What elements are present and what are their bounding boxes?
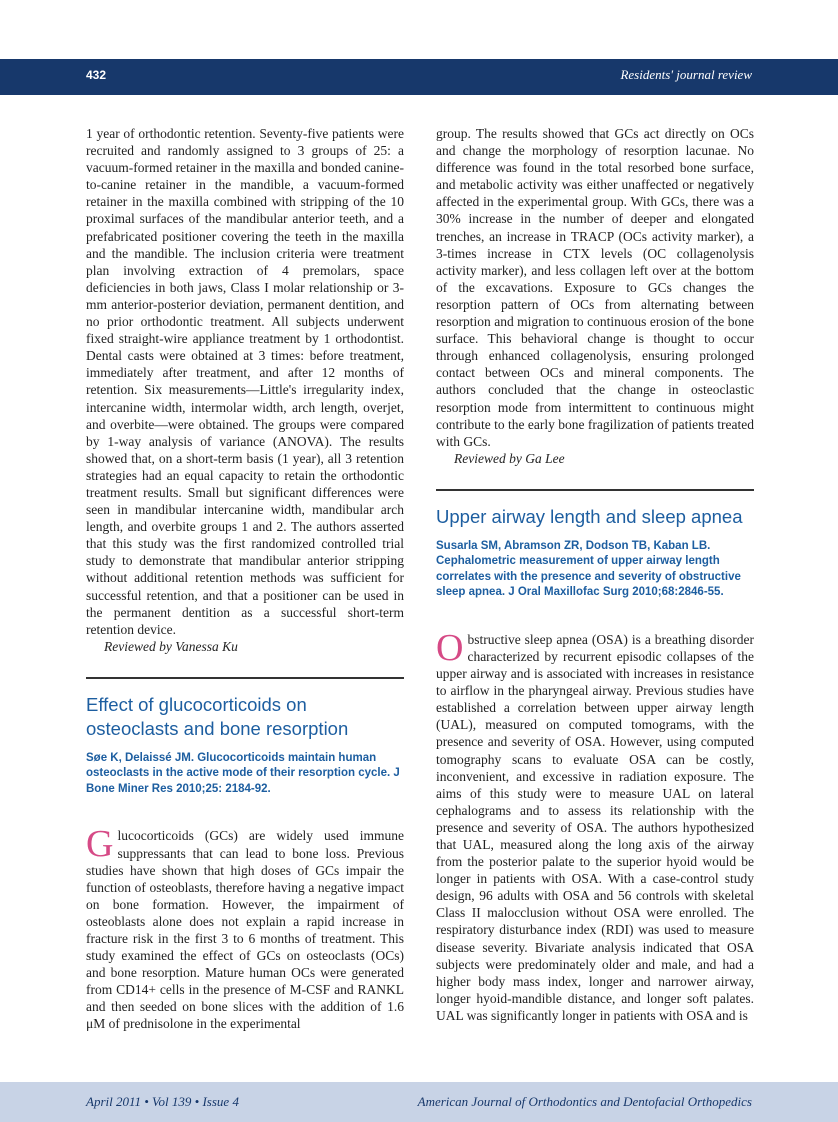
page-header	[0, 59, 838, 95]
reviewer-credit: Reviewed by Vanessa Ku	[104, 638, 238, 654]
right-column	[436, 125, 754, 1024]
article-citation: Susarla SM, Abramson ZR, Dodson TB, Kaban LB. Cephalometric measurement of upper airway length correlates with the presence and severity of obstructive sleep apnea. J Oral Maxillofac Surg 2010;68:2846-55.	[436, 539, 741, 599]
article-citation: Søe K, Delaissé JM. Glucocorticoids maintain human osteoclasts in the active mode of their resorption cycle. J Bone Miner Res 2010;25: 2184-92.	[86, 751, 400, 795]
article-body-text: lucocorticoids (GCs) are widely used immune suppressants that can lead to bone loss. Previous studies have shown that high doses of GCs impair the function of osteoblasts, therefore having a negative impact on bone formation. However, the impairment of osteoblasts alone does not explain a rapid increase in fracture risk in the first 3 to 6 months of treatment. This study examined the effect of GCs on osteoclasts (OCs) and bone resorption. Mature human OCs were generated from CD14+ cells in the presence of M-CSF and RANKL and then seeded on bone slices with the addition of 1.6 μM of prednisolone in the experimental	[86, 828, 404, 1032]
article-body-text: bstructive sleep apnea (OSA) is a breathing disorder characterized by recurrent episodic collapses of the upper airway and is associated with increases in resistance to airflow in the pharyngeal airway. Previous studies have established a correlation between upper airway length (UAL), measured on computed tomograms, with the presence and severity of OSA. However, using computed tomography scans to evaluate OSA can be costly, inconvenient, and excessive in radiation exposure. The aims of this study were to measure UAL on lateral cephalograms and to assess its relationship with the presence and severity of OSA. The authors hypothesized that UAL, measured along the long axis of the airway from the posterior palate to the superior hyoid would be longer in patients with OSA. With a case-control study design, 96 adults with OSA and 56 controls with skeletal Class II malocclusion without OSA were enrolled. The respiratory disturbance index (RDI) was used to measure disease severity. Bivariate analysis indicated that OSA subjects were predominately older and male, and had a higher body mass index, longer and narrower airway, longer hyoid-mandible distance, and longer soft palates. UAL was significantly longer in patients with OSA and is	[436, 631, 754, 1023]
issue-info: April 2011 • Vol 139 • Issue 4	[86, 1094, 239, 1109]
continued-article-text: group. The results showed that GCs act directly on OCs and change the morphology of resorption lacunae. No difference was found in the total resorbed bone surface, and metabolic activity was either unaffected or negatively affected in the experimental group. With GCs, there was a 30% increase in the number of deeper and elongated trenches, an increase in TRACP (OCs activity marker), a 3-times increase in CTX levels (OC collagenolysis activity marker), and less collagen left over at the bottom of the excavations. Exposure to GCs changes the resorption pattern of OCs from alternating between resorption and migration to continuous erosion of the bone surface. This behavioral change is thought to occur through enhanced collagenolysis, ensuring prolonged contact between OCs and mineral components. The authors concluded that the change in osteoclastic resorption mode from intermittent to continuous might contribute to the early bone fragilization of patients treated with GCs.	[436, 126, 754, 449]
article-title: Upper airway length and sleep apnea	[436, 505, 743, 527]
section-divider	[86, 677, 404, 679]
article-body	[436, 626, 754, 1024]
drop-cap: O	[436, 626, 464, 669]
continued-article-text: 1 year of orthodontic retention. Seventy-five patients were recruited and randomly assigned to 3 groups of 25: a vacuum-formed retainer in the maxilla and bonded canine-to-canine retainer in the mandible, a vacuum-formed retainer in the maxilla combined with stripping of the 10 proximal surfaces of the mandibular anterior teeth, and a prefabricated positioner covering the teeth in the maxilla and the mandible. The inclusion criteria were treatment plan involving extraction of 4 premolars, space deficiencies in both jaws, Class I molar relationship or 3-mm anterior-posterior deviation, permanent dentition, and no prior orthodontic treatment. All subjects underwent fixed straight-wire appliance treatment by 1 orthodontist. Dental casts were obtained at 3 times: before treatment, immediately after treatment, and after 12 months of retention. Six measurements—Little's irregularity index, intercanine width, intermolar width, arch length, overjet, and overbite—were obtained. The groups were compared by 1-way analysis of variance (ANOVA). The results showed that, on a short-term basis (1 year), all 3 retention strategies had an equal capacity to retain the orthodontic treatment results. Small but significant differences were seen in mandibular intercanine width, mandibular arch length, and overbite groups 1 and 2. The authors asserted that this study was the first randomized controlled trial study to demonstrate that mandibular anterior stripping without additional retention methods was sufficient for successful retention, and that a positioner can be used in the permanent dentition as a successful short-term retention device.	[86, 126, 404, 637]
section-divider	[436, 489, 754, 491]
page-footer	[0, 1082, 838, 1122]
section-title: Residents' journal review	[620, 67, 752, 82]
page-number: 432	[86, 68, 107, 82]
drop-cap: G	[86, 823, 114, 866]
article-body	[86, 823, 404, 1032]
journal-name: American Journal of Orthodontics and Dentofacial Orthopedics	[417, 1094, 752, 1109]
reviewer-credit: Reviewed by Ga Lee	[454, 450, 565, 466]
article-title: Effect of glucocorticoids on osteoclasts and bone resorption	[86, 693, 349, 739]
left-column	[86, 125, 404, 1033]
